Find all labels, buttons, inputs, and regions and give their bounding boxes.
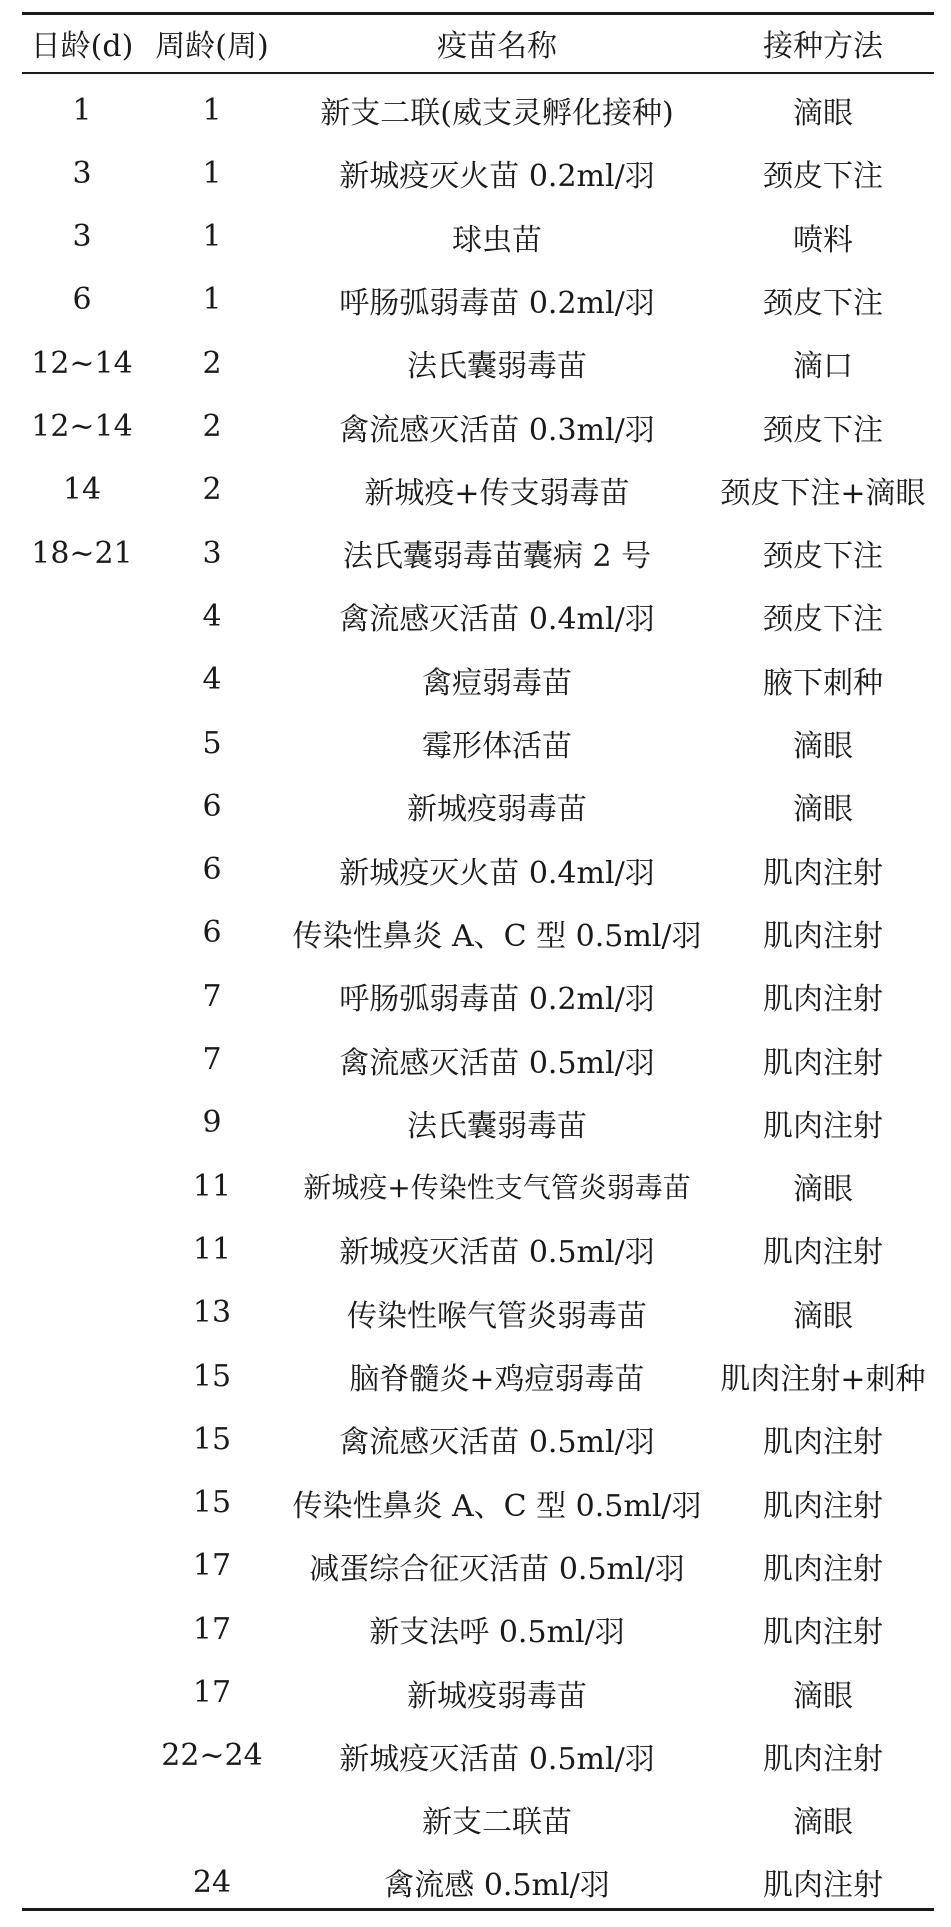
cell-vaccine-name: 传染性喉气管炎弱毒苗: [347, 1298, 647, 1334]
cell-method: 滴眼: [793, 96, 853, 131]
header-age-weeks: 周龄(周): [155, 29, 269, 64]
cell-age-weeks: 1: [202, 219, 222, 255]
cell-vaccine-name: 呼肠弧弱毒苗 0.2ml/羽: [339, 285, 655, 321]
cell-age-days: 1: [72, 92, 92, 128]
table-row: [22, 1154, 934, 1218]
table-row: [22, 1661, 934, 1725]
table-row: [22, 268, 934, 332]
table-row: [22, 901, 934, 965]
cell-vaccine-name: 禽流感灭活苗 0.3ml/羽: [339, 412, 655, 448]
table-row: [22, 1724, 934, 1788]
table-row: [22, 584, 934, 648]
table-header-rule: [22, 72, 934, 74]
cell-age-weeks: 11: [192, 1168, 232, 1204]
cell-method: 颈皮下注: [763, 539, 883, 575]
table-bottom-rule: [22, 1908, 934, 1911]
table-row: [22, 395, 934, 459]
cell-method: 滴眼: [793, 1298, 853, 1334]
table-row: [22, 1534, 934, 1598]
cell-vaccine-name: 新城疫+传支弱毒苗: [364, 475, 630, 511]
vaccination-table: [22, 0, 934, 1927]
table-row: [22, 1281, 934, 1345]
cell-age-weeks: 6: [202, 852, 222, 888]
cell-vaccine-name: 禽流感 0.5ml/羽: [384, 1868, 610, 1904]
cell-method: 肌肉注射: [763, 1868, 883, 1904]
cell-method: 肌肉注射: [763, 1235, 883, 1271]
table-row: [22, 1471, 934, 1535]
cell-method: 肌肉注射: [763, 982, 883, 1018]
header-method: 接种方法: [763, 29, 883, 64]
cell-age-weeks: 2: [202, 345, 222, 381]
cell-age-days: 14: [62, 472, 102, 508]
cell-method: 肌肉注射: [763, 1488, 883, 1524]
cell-method: 肌肉注射: [763, 1108, 883, 1144]
cell-age-weeks: 5: [202, 725, 222, 761]
cell-vaccine-name: 禽流感灭活苗 0.5ml/羽: [339, 1425, 655, 1461]
cell-vaccine-name: 减蛋综合征灭活苗 0.5ml/羽: [309, 1551, 685, 1587]
table-row: [22, 1850, 934, 1914]
cell-method: 腋下刺种: [763, 665, 883, 701]
cell-method: 肌肉注射: [763, 1551, 883, 1587]
cell-vaccine-name: 脑脊髓炎+鸡痘弱毒苗: [349, 1362, 645, 1397]
cell-vaccine-name: 传染性鼻炎 A、C 型 0.5ml/羽: [292, 1488, 702, 1524]
table-row: [22, 78, 934, 142]
cell-vaccine-name: 法氏囊弱毒苗: [407, 1108, 587, 1144]
cell-method: 肌肉注射+刺种: [720, 1362, 926, 1397]
cell-age-weeks: 7: [202, 1042, 222, 1077]
table-row: [22, 711, 934, 775]
cell-method: 肌肉注射: [763, 918, 883, 954]
cell-method: 滴眼: [793, 1678, 853, 1714]
cell-age-weeks: 17: [192, 1611, 232, 1647]
cell-age-weeks: 7: [202, 978, 222, 1014]
cell-method: 颈皮下注: [763, 602, 883, 638]
header-age-days: 日龄(d): [30, 29, 134, 64]
cell-age-weeks: 17: [192, 1675, 232, 1710]
table-row: [22, 458, 934, 522]
cell-vaccine-name: 新支二联(威支灵孵化接种): [320, 96, 674, 131]
table-row: [22, 1217, 934, 1281]
table-row: [22, 1597, 934, 1661]
cell-vaccine-name: 禽流感灭活苗 0.4ml/羽: [339, 602, 655, 638]
cell-method: 喷料: [793, 222, 853, 258]
cell-age-weeks: 1: [202, 92, 222, 128]
cell-method: 肌肉注射: [763, 1741, 883, 1777]
table-row: [22, 205, 934, 269]
table-row: [22, 331, 934, 395]
table-row: [22, 648, 934, 712]
cell-vaccine-name: 新支二联苗: [422, 1805, 572, 1841]
cell-age-weeks: 24: [192, 1864, 232, 1900]
table-row: [22, 1344, 934, 1408]
cell-vaccine-name: 呼肠弧弱毒苗 0.2ml/羽: [339, 982, 655, 1018]
cell-age-weeks: 15: [192, 1358, 232, 1394]
table-row: [22, 774, 934, 838]
cell-age-weeks: 13: [192, 1295, 232, 1331]
cell-age-weeks: 15: [192, 1421, 232, 1457]
cell-age-weeks: 6: [202, 915, 222, 951]
cell-age-days: 6: [72, 282, 92, 318]
cell-method: 滴口: [793, 349, 853, 385]
cell-vaccine-name: 法氏囊弱毒苗: [407, 349, 587, 385]
cell-age-weeks: 1: [202, 155, 222, 191]
cell-vaccine-name: 新城疫灭活苗 0.5ml/羽: [339, 1741, 655, 1777]
cell-method: 滴眼: [793, 1805, 853, 1841]
cell-age-weeks: 1: [202, 282, 222, 318]
cell-vaccine-name: 新城疫灭活苗 0.5ml/羽: [339, 1235, 655, 1271]
cell-age-weeks: 2: [202, 409, 222, 444]
cell-method: 肌肉注射: [763, 1615, 883, 1651]
cell-age-days: 3: [72, 155, 92, 191]
cell-method: 肌肉注射: [763, 855, 883, 891]
cell-vaccine-name: 新城疫灭火苗 0.2ml/羽: [339, 159, 655, 195]
cell-age-weeks: 11: [192, 1231, 232, 1267]
cell-vaccine-name: 新城疫+传染性支气管炎弱毒苗: [303, 1171, 691, 1205]
cell-vaccine-name: 新支法呼 0.5ml/羽: [369, 1615, 625, 1651]
cell-method: 滴眼: [793, 1172, 853, 1208]
cell-vaccine-name: 新城疫弱毒苗: [407, 792, 587, 828]
cell-age-days: 3: [72, 219, 92, 255]
cell-age-weeks: 22~24: [161, 1738, 263, 1774]
cell-age-weeks: 2: [202, 472, 222, 508]
cell-method: 颈皮下注: [763, 159, 883, 195]
cell-age-weeks: 17: [192, 1548, 232, 1584]
cell-method: 肌肉注射: [763, 1045, 883, 1081]
cell-age-days: 18~21: [31, 535, 133, 571]
table-row: [22, 141, 934, 205]
cell-method: 颈皮下注: [763, 285, 883, 321]
table-row: [22, 521, 934, 585]
cell-age-weeks: 4: [202, 662, 222, 698]
cell-vaccine-name: 法氏囊弱毒苗囊病 2 号: [342, 539, 652, 575]
cell-age-weeks: 3: [202, 535, 222, 571]
cell-method: 肌肉注射: [763, 1425, 883, 1461]
cell-vaccine-name: 霉形体活苗: [422, 729, 572, 764]
table-header-row: [22, 13, 934, 73]
cell-vaccine-name: 传染性鼻炎 A、C 型 0.5ml/羽: [292, 918, 702, 954]
table-row: [22, 838, 934, 902]
table-row: [22, 1787, 934, 1851]
cell-age-weeks: 4: [202, 598, 222, 634]
cell-age-weeks: 6: [202, 788, 222, 824]
cell-vaccine-name: 禽流感灭活苗 0.5ml/羽: [339, 1045, 655, 1081]
cell-vaccine-name: 新城疫弱毒苗: [407, 1678, 587, 1714]
header-vaccine-name: 疫苗名称: [437, 29, 557, 64]
cell-vaccine-name: 新城疫灭火苗 0.4ml/羽: [339, 855, 655, 891]
table-row: [22, 1028, 934, 1092]
table-row: [22, 964, 934, 1028]
cell-method: 滴眼: [793, 729, 853, 764]
table-row: [22, 1407, 934, 1471]
cell-age-days: 12~14: [31, 409, 133, 444]
cell-age-days: 12~14: [31, 345, 133, 381]
cell-age-weeks: 9: [202, 1105, 222, 1141]
cell-age-weeks: 15: [192, 1485, 232, 1521]
cell-method: 滴眼: [793, 792, 853, 828]
table-row: [22, 1091, 934, 1155]
cell-vaccine-name: 禽痘弱毒苗: [422, 665, 572, 701]
cell-method: 颈皮下注+滴眼: [720, 475, 926, 511]
cell-vaccine-name: 球虫苗: [452, 222, 542, 258]
cell-method: 颈皮下注: [763, 412, 883, 448]
